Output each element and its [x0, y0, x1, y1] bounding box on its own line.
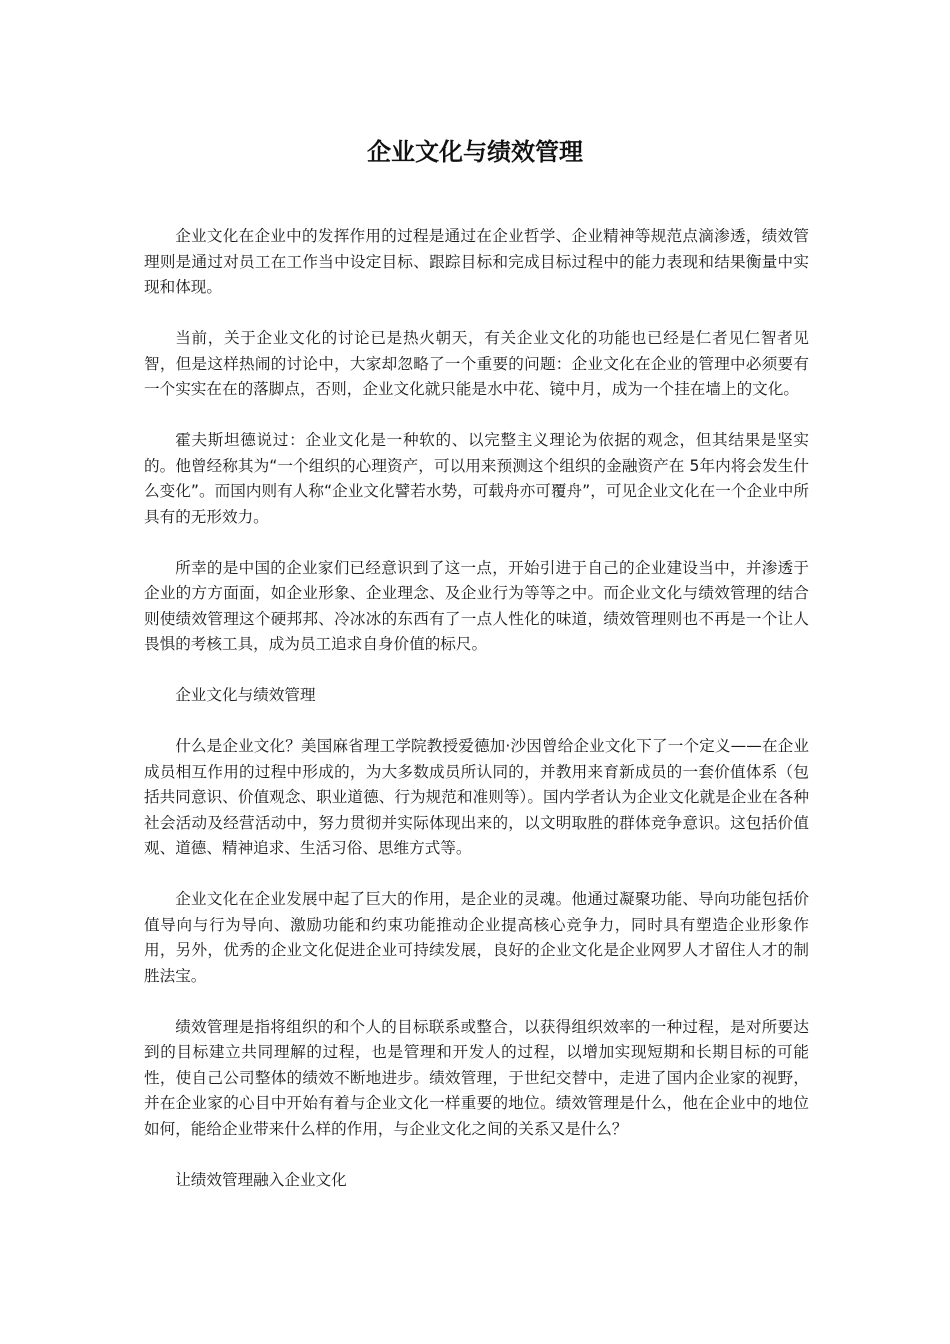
paragraph-1: 企业文化在企业中的发挥作用的过程是通过在企业哲学、企业精神等规范点滴渗透，绩效管理则是通过对员工在工作当中设定目标、跟踪目标和完成目标过程中的能力表现和结果衡量中实现和体现。: [144, 227, 809, 296]
paragraph-3: 霍夫斯坦德说过：企业文化是一种软的、以完整主义理论为依据的观念，但其结果是坚实的。他曾经称其为“一个组织的心理资产，可以用来预测这个组织的金融资产在 5年内将会发生什么变化”。而国内则有人称“企业文化譬若水势，可载舟亦可覆舟”，可见企业文化在一个企业中所具有的无形效力。: [144, 431, 809, 526]
section-heading-1: 企业文化与绩效管理: [175, 686, 316, 704]
paragraph-2: 当前，关于企业文化的讨论已是热火朝天，有关企业文化的功能也已经是仁者见仁智者见智，但是这样热闹的讨论中，大家却忽略了一个重要的问题：企业文化在企业的管理中必须要有一个实实在在的落脚点，否则，企业文化就只能是水中花、镜中月，成为一个挂在墙上的文化。: [144, 329, 809, 398]
paragraph-7: 绩效管理是指将组织的和个人的目标联系或整合，以获得组织效率的一种过程，是对所要达到的目标建立共同理解的过程，也是管理和开发人的过程，以增加实现短期和长期目标的可能性，使自己公司整体的绩效不断地进步。绩效管理，于世纪交替中，走进了国内企业家的视野，并在企业家的心目中开始有着与企业文化一样重要的地位。绩效管理是什么，他在企业中的地位如何，能给企业带来什么样的作用，与企业文化之间的关系又是什么？: [144, 1017, 809, 1138]
paragraph-6: 企业文化在企业发展中起了巨大的作用，是企业的灵魂。他通过凝聚功能、导向功能包括价值导向与行为导向、激励功能和约束功能推动企业提高核心竞争力，同时具有塑造企业形象作用，另外，优秀的企业文化促进企业可持续发展，良好的企业文化是企业网罗人才留住人才的制胜法宝。: [144, 890, 809, 985]
section-heading-2: 让绩效管理融入企业文化: [175, 1170, 347, 1189]
paragraph-4: 所幸的是中国的企业家们已经意识到了这一点，开始引进于自己的企业建设当中，并渗透于企业的方方面面，如企业形象、企业理念、及企业行为等等之中。而企业文化与绩效管理的结合则使绩效管理这个硬邦邦、冷冰冰的东西有了一点人性化的味道，绩效管理则也不再是一个让人畏惧的考核工具，成为员工追求自身价值的标尺。: [144, 558, 809, 653]
paragraph-5: 什么是企业文化？美国麻省理工学院教授爱德加·沙因曾给企业文化下了一个定义——在企业成员相互作用的过程中形成的，为大多数成员所认同的，并教用来育新成员的一套价值体系（包括共同意识、价值观念、职业道德、行为规范和准则等）。国内学者认为企业文化就是企业在各种社会活动及经营活动中，努力贯彻并实际体现出来的，以文明取胜的群体竞争意识。这包括价值观、道德、精神追求、生活习俗、思维方式等。: [144, 737, 809, 857]
document-title: 企业文化与绩效管理: [367, 137, 583, 166]
document-body: [144, 224, 809, 1219]
